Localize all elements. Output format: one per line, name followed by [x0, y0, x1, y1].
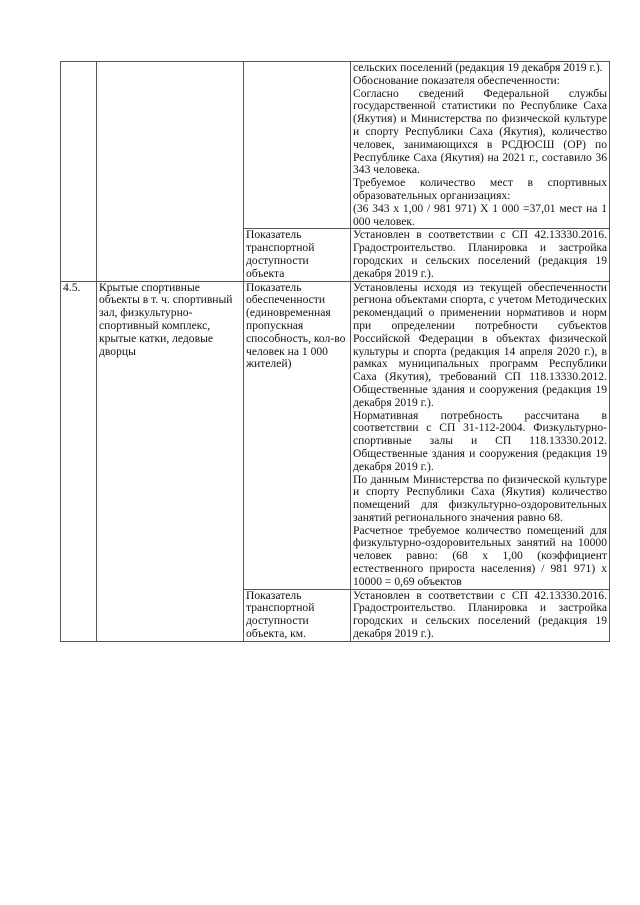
object-name-cell [97, 62, 244, 282]
row-number-cell: 4.5. [61, 281, 97, 641]
description-paragraph: Расчетное требуемое количество помещений для физкультурно-оздоровительных занятий на 10000 человек равно: (68 х 1,00 (коэффициент естественного прироста населения) / 981 971) х 10000 = 0,69 объектов [353, 523, 607, 588]
description-paragraph: По данным Министерства по физической культуре и спорту Республики Саха (Якутия) количество помещений для физкультурно-оздоровительных занятий регионального значения равно 68. [353, 472, 607, 524]
description-paragraph: Нормативная потребность рассчитана в соответствии с СП 31-112-2004. Физкультурно-спортивные залы и СП 118.13330.2012. Общественные здания и сооружения (редакция 19 декабря 2019 г.). [353, 408, 607, 473]
description-paragraph: Установлены исходя из текущей обеспеченности региона объектами спорта, с учетом Методических рекомендаций о применении нормативов и норм при определении потребности субъектов Российской Федерации в объектах физической культуры и спорта (редакция 14 апреля 2020 г.), в рамках муниципальных программ Республики Саха (Якутия), требований СП 118.13330.2012. Общественные здания и сооружения (редакция 19 декабря 2019 г.). [353, 280, 607, 409]
indicator-cell: Показатель транспортной доступности объекта, км. [244, 589, 351, 641]
table-row [61, 62, 610, 229]
description-paragraph: Требуемое количество мест в спортивных образовательных организациях: [353, 176, 607, 202]
description-cell [351, 229, 610, 281]
indicator-cell [244, 62, 351, 229]
description-cell [351, 62, 610, 229]
indicator-cell: Показатель обеспеченности (единовременная пропускная способность, кол-во человек на 1 000 жителей) [244, 281, 351, 589]
description-paragraph: Обоснование показателя обеспеченности: [353, 73, 560, 87]
description-paragraph: сельских поселений (редакция 19 декабря 2019 г.). [353, 61, 603, 74]
description-paragraph: (36 343 х 1,00 / 981 971) Х 1 000 =37,01 мест на 1 000 человек. [353, 201, 607, 228]
description-paragraph: Установлен в соответствии с СП 42.13330.2016. Градостроительство. Планировка и застройка городских и сельских поселений (редакция 19 декабря 2019 г.). [353, 228, 607, 280]
indicator-cell: Показатель транспортной доступности объекта [244, 229, 351, 281]
object-name-cell: Крытые спортивные объекты в т. ч. спортивный зал, физкультурно-спортивный комплекс, крытые катки, ледовые дворцы [97, 281, 244, 641]
description-cell [351, 589, 610, 641]
table-row [61, 281, 610, 589]
standards-table [60, 61, 610, 642]
description-paragraph: Установлен в соответствии с СП 42.13330.2016. Градостроительство. Планировка и застройка городских и сельских поселений (редакция 19 декабря 2019 г.). [353, 588, 607, 641]
description-paragraph: Согласно сведений Федеральной службы государственной статистики по Республике Саха (Якутия) и Министерства по физической культуре и спорту Республики Саха (Якутия), количество человек, занимающихся в РСДЮСШ (ОР) по Республике Саха (Якутия) на 2021 г., составило 36 343 человека. [353, 86, 607, 177]
row-number-cell [61, 62, 97, 282]
description-cell [351, 281, 610, 589]
